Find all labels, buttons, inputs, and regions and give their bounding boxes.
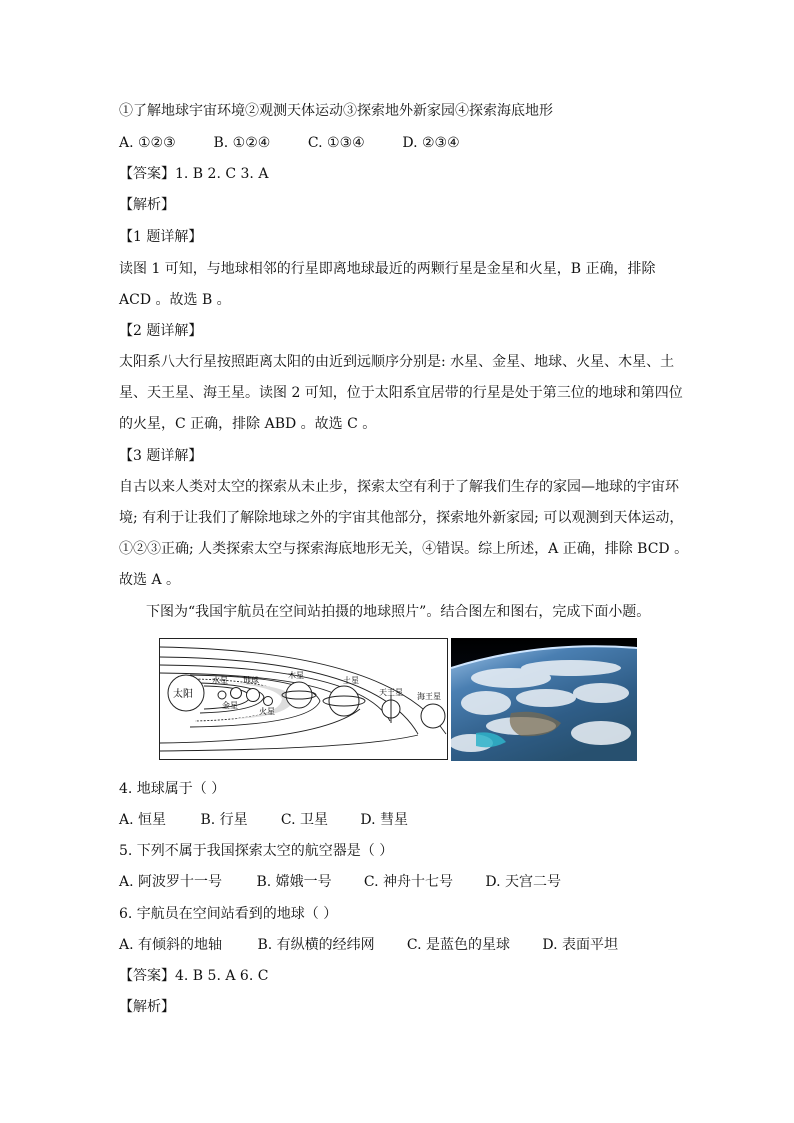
analysis-title-1: 【解析】 (119, 197, 175, 213)
q5-stem: 5. 下列不属于我国探索太空的航空器是（ ） (119, 843, 394, 859)
q4-stem: 4. 地球属于（ ） (119, 781, 226, 797)
q6-option-b: B. 有纵横的经纬网 (257, 937, 375, 953)
q4-option-a: A. 恒星 (119, 812, 167, 828)
label-uranus: 天王星 (379, 688, 403, 697)
detail3-line-4: 故选 A 。 (119, 572, 181, 588)
q6-stem: 6. 宇航员在空间站看到的地球（ ） (119, 906, 338, 922)
label-earth: 地球 (243, 676, 259, 685)
q6-option-c: C. 是蓝色的星球 (406, 937, 511, 953)
label-jupiter: 木星 (288, 671, 304, 680)
q6-options (119, 935, 618, 955)
detail3-line-2: 境; 有利于让我们了解除地球之外的宇宙其他部分，探索地外新家园; 可以观测到天体运动， (119, 510, 684, 526)
detail1-line-2: ACD 。故选 B 。 (119, 292, 231, 308)
label-mercury: 水星 (212, 676, 228, 685)
solar-system-diagram (159, 638, 448, 760)
q3-option-b: B. ①②④ (213, 135, 271, 151)
q4-option-c: C. 卫星 (280, 812, 329, 828)
label-sun: 太阳 (173, 689, 193, 700)
q5-option-c: C. 神舟十七号 (363, 874, 454, 890)
label-mars: 火星 (259, 707, 275, 716)
q3-statements: ①了解地球宇宙环境②观测天体运动③探索地外新家园④探索海底地形 (119, 103, 553, 119)
detail3-line-3: ①②③正确; 人类探索太空与探索海底地形无关，④错误。综上所述，A 正确，排除 BCD 。 (119, 541, 689, 557)
q3-option-c: C. ①③④ (307, 135, 365, 151)
detail2-line-3: 的火星，C 正确，排除 ABD 。故选 C 。 (119, 416, 377, 432)
section-b-intro: 下图为“我国宇航员在空间站拍摄的地球照片”。结合图左和图右，完成下面小题。 (146, 604, 651, 620)
q3-options (119, 133, 460, 153)
label-saturn: 土星 (343, 676, 359, 685)
detail1-title: 【1 题详解】 (119, 229, 203, 245)
q4-option-b: B. 行星 (200, 812, 248, 828)
earth-photo (451, 638, 637, 761)
q6-option-a: A. 有倾斜的地轴 (119, 937, 223, 953)
analysis-title-2: 【解析】 (119, 999, 175, 1015)
answer-1-3: 【答案】1. B 2. C 3. A (119, 166, 269, 182)
label-neptune: 海王星 (417, 692, 441, 701)
detail1-line-1: 读图 1 可知，与地球相邻的行星即离地球最近的两颗行星是金星和火星，B 正确，排除 (119, 261, 656, 277)
solar-system-svg (160, 639, 447, 759)
q4-option-d: D. 彗星 (360, 812, 408, 828)
detail2-line-1: 太阳系八大行星按照距离太阳的由近到远顺序分别是: 水星、金星、地球、火星、木星、土 (119, 354, 675, 370)
q6-option-d: D. 表面平坦 (542, 937, 618, 953)
detail3-title: 【3 题详解】 (119, 448, 203, 464)
q5-options (119, 872, 561, 892)
q5-option-d: D. 天宫二号 (485, 874, 561, 890)
detail2-line-2: 星、天王星、海王星。读图 2 可知，位于太阳系宜居带的行星是处于第三位的地球和第四位 (119, 385, 683, 401)
detail2-title: 【2 题详解】 (119, 323, 203, 339)
q5-option-b: B. 嫦娥一号 (256, 874, 332, 890)
answer-4-6: 【答案】4. B 5. A 6. C (119, 968, 269, 984)
q4-options (119, 810, 408, 830)
q5-option-a: A. 阿波罗十一号 (119, 874, 223, 890)
detail3-line-1: 自古以来人类对太空的探索从未止步，探索太空有利于了解我们生存的家园—地球的宇宙环 (119, 479, 679, 495)
label-venus: 金星 (222, 701, 238, 710)
q3-option-d: D. ②③④ (402, 135, 460, 151)
earth-photo-svg (451, 638, 637, 761)
q3-option-a: A. ①②③ (119, 135, 176, 151)
